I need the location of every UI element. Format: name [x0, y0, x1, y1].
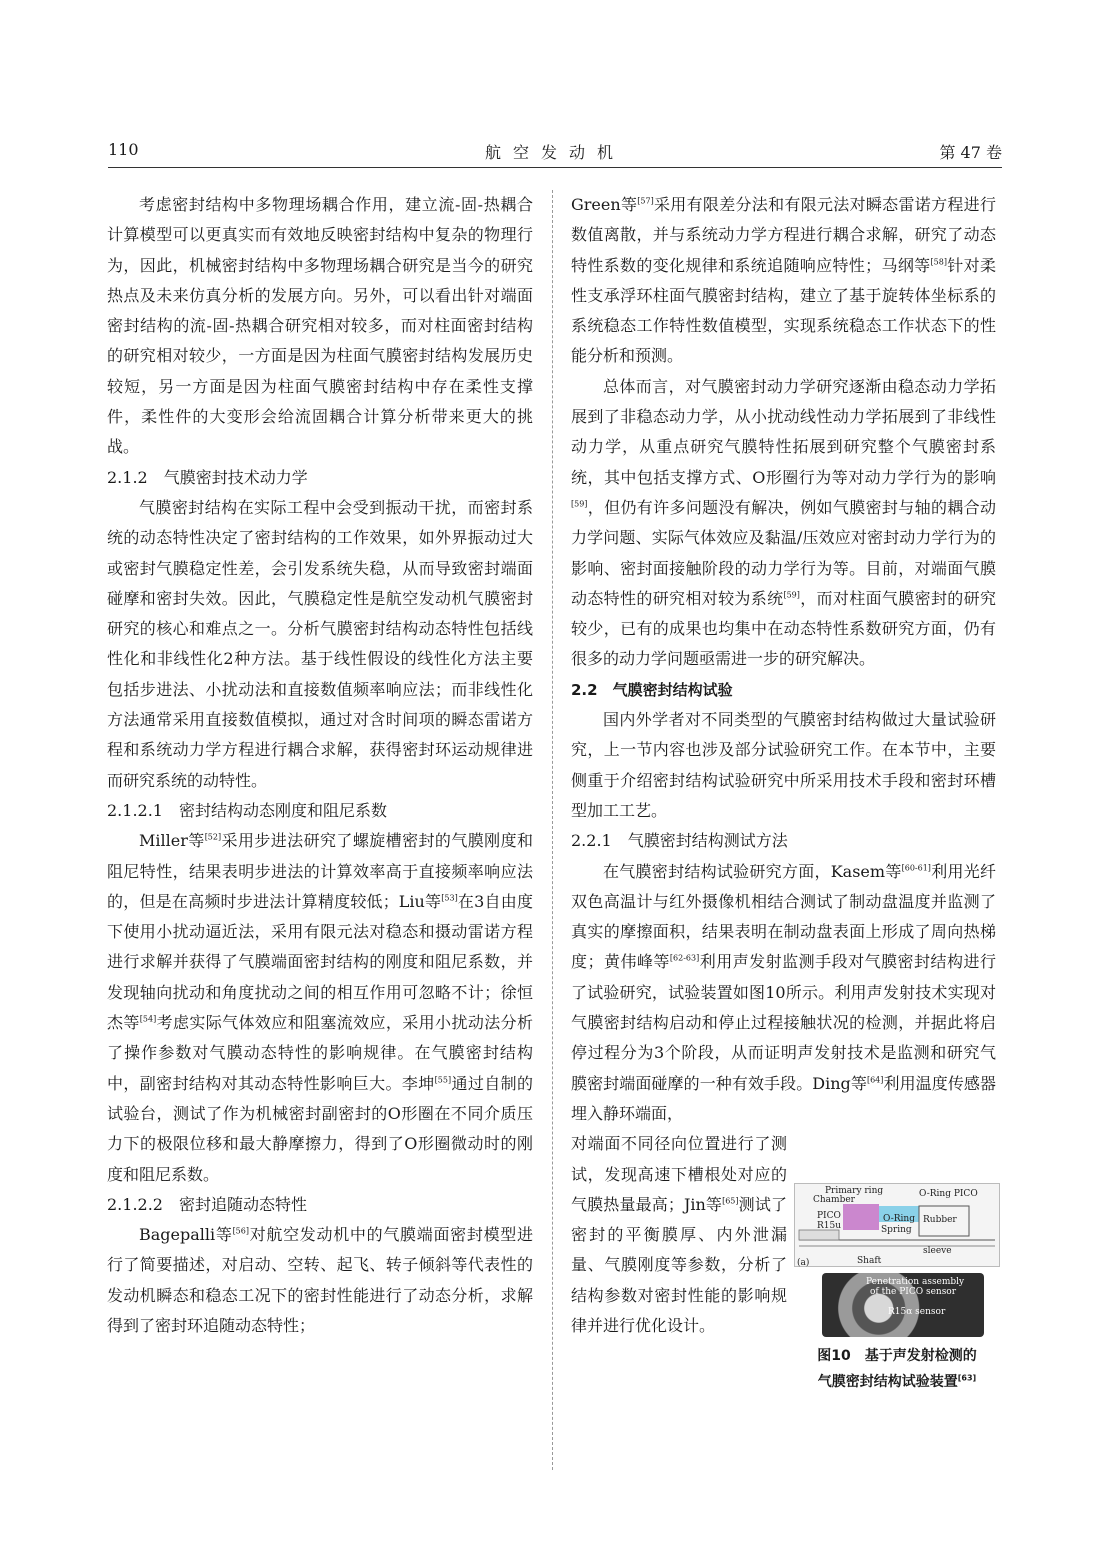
citation: [53]: [441, 893, 458, 903]
paragraph: 在气膜密封结构试验研究方面，Kasem等[60-61]利用光纤双色高温计与红外摄像机相结合测试了制动盘温度并监测了真实的摩擦面积，结果表明在制动盘表面上形成了周向热梯度；黄伟峰等[62-63]利用声发射监测手段对气膜密封结构进行了试验研究，试验装置如图10所示。利用声发射技术实现对气膜密封结构启动和停止过程接触状况的检测，并据此将启停过程分为3个阶段，从而证明声发射技术是监测和研究气膜密封端面碰摩的一种有效手段。Ding等[64]利用温度传感器埋入静环端面，: [571, 861, 996, 1123]
paragraph: 国内外学者对不同类型的气膜密封结构做过大量试验研究，上一节内容也涉及部分试验研究工作。在本节中，主要侧重于介绍密封结构试验研究中所采用技术手段和密封环槽型加工工艺。: [571, 710, 996, 820]
citation: [55]: [434, 1075, 452, 1085]
label-r15u: R15u: [817, 1221, 842, 1231]
label-primary-ring: Primary ring: [825, 1186, 884, 1196]
figure-caption: 图10 基于声发射检测的 气膜密封结构试验装置[63]: [817, 1348, 977, 1390]
label-chamber: Chamber: [813, 1195, 855, 1205]
citation: [57]: [637, 196, 654, 206]
seal-schematic: [794, 1183, 1000, 1267]
left-column: [107, 190, 533, 1341]
sensor-photo: [822, 1273, 984, 1337]
citation: [64]: [866, 1075, 884, 1085]
citation: [62-63]: [669, 954, 700, 964]
right-column: [571, 190, 996, 1341]
figure-10: [794, 1183, 1000, 1395]
section-heading-2-2-1: 2.2.1 气膜密封结构测试方法: [571, 831, 788, 851]
section-heading-2-2: 2.2 气膜密封结构试验: [571, 680, 733, 699]
citation: [63]: [957, 1373, 977, 1383]
section-heading-2-1-2-2: 2.1.2.2 密封追随动态特性: [107, 1194, 307, 1214]
paragraph: 气膜密封结构在实际工程中会受到振动干扰，而密封系统的动态特性决定了密封结构的工作效果，如外界振动过大或密封气膜稳定性差，会引发系统失稳，从而导致密封端面碰摩和密封失效。因此，气膜稳定性是航空发动机气膜密封研究的核心和难点之一。分析气膜密封结构动态特性包括线性化和非线性化2种方法。基于线性假设的线性化方法主要包括步进法、小扰动法和直接数值频率响应法；而非线性化方法通常采用直接数值模拟，通过对含时间项的瞬态雷诺方程和系统动力学方程进行耦合求解，获得密封环运动规律进而研究系统的动特性。: [107, 497, 533, 790]
label-spring: Spring: [881, 1225, 912, 1235]
page-number: 110: [108, 140, 139, 159]
journal-name: 航空发动机: [484, 143, 625, 162]
running-header: [108, 140, 1002, 162]
label-shaft: Shaft: [857, 1256, 882, 1266]
wrapped-text: 对端面不同径向位置进行了测试，发现高速下槽根处对应的气膜热量最高；Jin等[65]测试了密封的平衡膜厚、内外泄漏量、气膜刚度等参数，分析了结构参数对密封性能的影响规律并进行优化设计。: [571, 1134, 787, 1335]
citation: [59]: [783, 590, 800, 600]
section-heading-2-1-2-1: 2.1.2.1 密封结构动态刚度和阻尼系数: [107, 800, 387, 820]
label-panel-a: (a): [797, 1258, 810, 1268]
label-oring-pico: O-Ring PICO: [919, 1189, 978, 1199]
paragraph: Bagepalli等[56]对航空发动机中的气膜端面密封模型进行了简要描述，对启动、空转、起飞、转子倾斜等代表性的发动机瞬态和稳态工况下的密封性能进行了动态分析，求解得到了密封环追随动态特性；: [107, 1225, 533, 1335]
label-oring: O-Ring: [883, 1214, 915, 1224]
citation: [52]: [204, 832, 222, 842]
citation: [56]: [232, 1226, 249, 1236]
label-penetration-1: Penetration assembly: [866, 1277, 965, 1287]
label-pico: PICO: [817, 1211, 841, 1221]
paragraph: Green等[57]采用有限差分法和有限元法对瞬态雷诺方程进行数值离散，并与系统动力学方程进行耦合求解，研究了动态特性系数的变化规律和系统追随响应特性；马纲等[58]针对柔性支承浮环柱面气膜密封结构，建立了基于旋转体坐标系的系统稳态工作特性数值模型，实现系统稳态工作状态下的性能分析和预测。: [571, 195, 996, 366]
citation: [54]: [139, 1014, 157, 1024]
volume-number: 第 47 卷: [939, 143, 1002, 162]
housing-shape: [799, 1230, 839, 1240]
pico-sensor-shape: [843, 1204, 879, 1230]
paragraph: 考虑密封结构中多物理场耦合作用，建立流-固-热耦合计算模型可以更真实而有效地反映密封结构中复杂的物理行为，因此，机械密封结构中多物理场耦合研究是当今的研究热点及未来仿真分析的发展方向。另外，可以看出针对端面密封结构的流-固-热耦合研究相对较多，而对柱面密封结构的研究相对较少，一方面是因为柱面气膜密封结构发展历史较短，另一方面是因为柱面气膜密封结构中存在柔性支撑件，柔性件的大变形会给流固耦合计算分析带来更大的挑战。: [107, 195, 533, 457]
citation: [65]: [722, 1196, 739, 1206]
label-r15a-sensor: R15α sensor: [888, 1307, 946, 1317]
header-rule: [108, 167, 1002, 168]
paragraph: Miller等[52]采用步进法研究了螺旋槽密封的气膜刚度和阻尼特性，结果表明步进法的计算效率高于直接频率响应法的，但是在高频时步进法计算精度较低；Liu等[53]在3自由度下使用小扰动逼近法，采用有限元法对稳态和摄动雷诺方程进行求解并获得了气膜端面密封结构的刚度和阻尼系数，并发现轴向扰动和角度扰动之间的相互作用可忽略不计；徐恒杰等[54]考虑实际气体效应和阻塞流效应，采用小扰动法分析了操作参数对气膜动态特性的影响规律。在气膜密封结构中，副密封结构对其动态特性影响巨大。李坤[55]通过自制的试验台，测试了作为机械密封副密封的O形圈在不同介质压力下的极限位移和最大静摩擦力，得到了O形圈微动时的刚度和阻尼系数。: [107, 831, 533, 1184]
citation: [60-61]: [901, 863, 931, 873]
label-sleeve: sleeve: [923, 1246, 952, 1256]
paragraph: 总体而言，对气膜密封动力学研究逐渐由稳态动力学拓展到了非稳态动力学，从小扰动线性动力学拓展到了非线性动力学，从重点研究气膜特性拓展到研究整个气膜密封系统，其中包括支撑方式、O形圈行为等对动力学行为的影响[59]，但仍有许多问题没有解决，例如气膜密封与轴的耦合动力学问题、实际气体效应及黏温/压效应对密封动力学行为的影响、密封面接触阶段的动力学行为等。目前，对端面气膜动态特性的研究相对较为系统[59]，而对柱面气膜密封的研究较少，已有的成果也均集中在动态特性系数研究方面，仍有很多的动力学问题亟需进一步的研究解决。: [571, 376, 996, 669]
label-rubber: Rubber: [923, 1215, 957, 1225]
citation: [58]: [930, 257, 947, 267]
label-penetration-2: of the PICO sensor: [870, 1287, 957, 1297]
citation: [59]: [571, 499, 588, 509]
section-heading-2-1-2: 2.1.2 气膜密封技术动力学: [107, 467, 308, 487]
column-divider: [552, 190, 553, 1470]
